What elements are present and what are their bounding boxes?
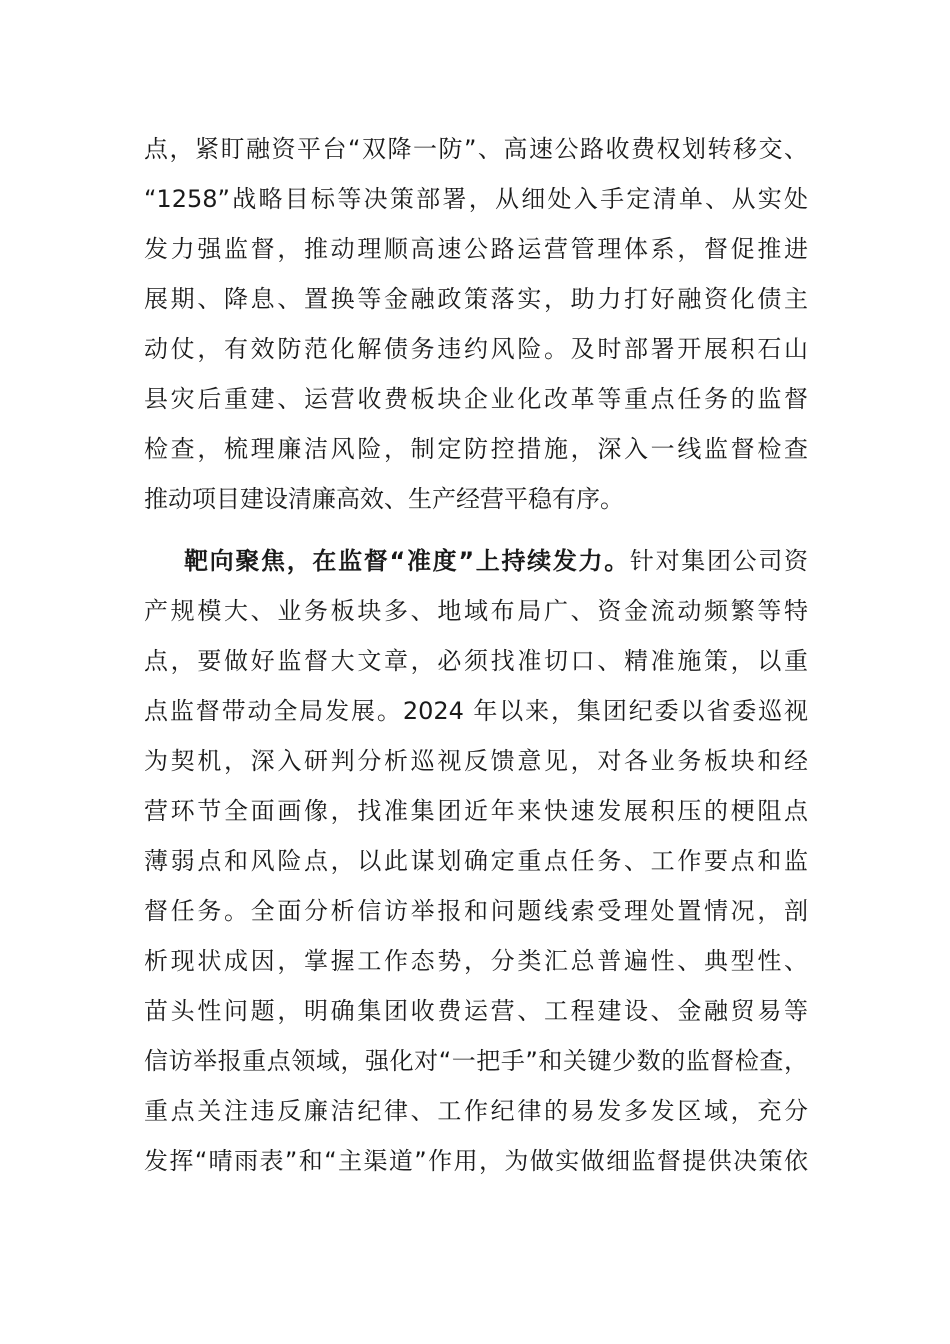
paragraph-line: 发力强监督，推动理顺高速公路运营管理体系，督促推进 [144, 235, 808, 263]
paragraph-line: 为契机，深入研判分析巡视反馈意见，对各业务板块和经 [144, 747, 808, 775]
paragraph-line: 检查，梳理廉洁风险，制定防控措施，深入一线监督检查 [144, 435, 808, 463]
paragraph-line: 苗头性问题，明确集团收费运营、工程建设、金融贸易等 [144, 997, 808, 1025]
paragraph-line: 点监督带动全局发展。2024 年以来，集团纪委以省委巡视 [144, 697, 808, 725]
paragraph-2 [144, 536, 808, 1186]
paragraph-first-line-text: 针对集团公司资 [629, 547, 809, 575]
paragraph-line: 点，要做好监督大文章，必须找准切口、精准施策，以重 [144, 647, 808, 675]
paragraph-line: 督任务。全面分析信访举报和问题线索受理处置情况，剖 [144, 897, 808, 925]
paragraph-line: “1258”战略目标等决策部署，从细处入手定清单、从实处 [144, 185, 808, 213]
paragraph-line: 信访举报重点领域，强化对“一把手”和关键少数的监督检查， [144, 1047, 808, 1075]
paragraph-first-line [144, 536, 808, 586]
paragraph-line: 薄弱点和风险点，以此谋划确定重点任务、工作要点和监 [144, 847, 808, 875]
paragraph-line: 动仗，有效防范化解债务违约风险。及时部署开展积石山 [144, 335, 808, 363]
paragraph-line: 重点关注违反廉洁纪律、工作纪律的易发多发区域，充分 [144, 1097, 808, 1125]
paragraph-line: 产规模大、业务板块多、地域布局广、资金流动频繁等特 [144, 597, 808, 625]
paragraph-line: 点，紧盯融资平台“双降一防”、高速公路收费权划转移交、 [144, 135, 808, 163]
paragraph-1 [144, 124, 808, 524]
paragraph-line: 县灾后重建、运营收费板块企业化改革等重点任务的监督 [144, 385, 808, 413]
paragraph-line: 发挥“晴雨表”和“主渠道”作用，为做实做细监督提供决策依 [144, 1147, 808, 1175]
paragraph-line: 展期、降息、置换等金融政策落实，助力打好融资化债主 [144, 285, 808, 313]
paragraph-line: 析现状成因，掌握工作态势，分类汇总普遍性、典型性、 [144, 947, 808, 975]
paragraph-heading: 靶向聚焦，在监督“准度”上持续发力。 [184, 547, 630, 575]
paragraph-line: 推动项目建设清廉高效、生产经营平稳有序。 [144, 485, 624, 513]
paragraph-line: 营环节全面画像，找准集团近年来快速发展积压的梗阻点 [144, 797, 808, 825]
